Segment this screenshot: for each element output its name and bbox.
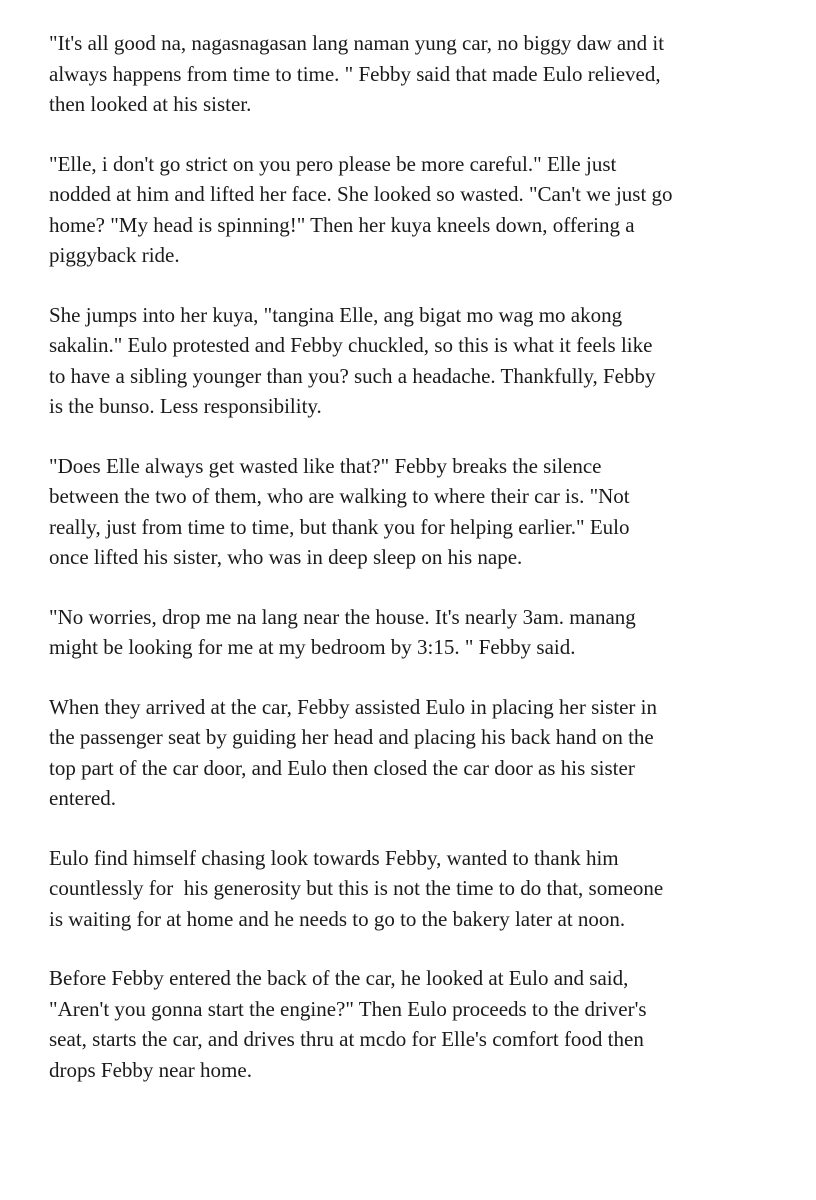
paragraph: "It's all good na, nagasnagasan lang naman yung car, no biggy daw and it always happens from time to time. " Febby said that made Eulo relieved, then looked at his sister. (49, 31, 665, 116)
paragraph: She jumps into her kuya, "tangina Elle, ang bigat mo wag mo akong sakalin." Eulo protested and Febby chuckled, so this is what it feels like to have a sibling younger than you? such a headache. Thankfully, Febby is the bunso. Less responsibility. (49, 302, 656, 418)
paragraph: "Elle, i don't go strict on you pero please be more careful." Elle just nodded at him and lifted her face. She looked so wasted. "Can't we just go home? "My head is spinning!" Then her kuya kneels down, offering a piggyback ride. (49, 151, 673, 267)
paragraph: "Does Elle always get wasted like that?" Febby breaks the silence between the two of them, who are walking to where their car is. "Not really, just from time to time, but thank you for helping earlier." Eulo once lifted his sister, who was in deep sleep on his nape. (49, 453, 630, 569)
paragraph: Eulo find himself chasing look towards Febby, wanted to thank him countlessly for his generosity but this is not the time to do that, someone is waiting for at home and he needs to go to the bakery later at noon. (49, 845, 664, 931)
paragraph: When they arrived at the car, Febby assisted Eulo in placing her sister in the passenger seat by guiding her head and placing his back hand on the top part of the car door, and Eulo then closed the car door as his sister entered. (49, 694, 657, 810)
paragraph: "No worries, drop me na lang near the house. It's nearly 3am. manang might be looking for me at my bedroom by 3:15. " Febby said. (49, 604, 636, 659)
story-text-page (49, 28, 789, 1114)
paragraph: Before Febby entered the back of the car, he looked at Eulo and said, "Aren't you gonna start the engine?" Then Eulo proceeds to the driver's seat, starts the car, and drives thru at mcdo for Elle's comfort food then drops Febby near home. (49, 966, 647, 1082)
